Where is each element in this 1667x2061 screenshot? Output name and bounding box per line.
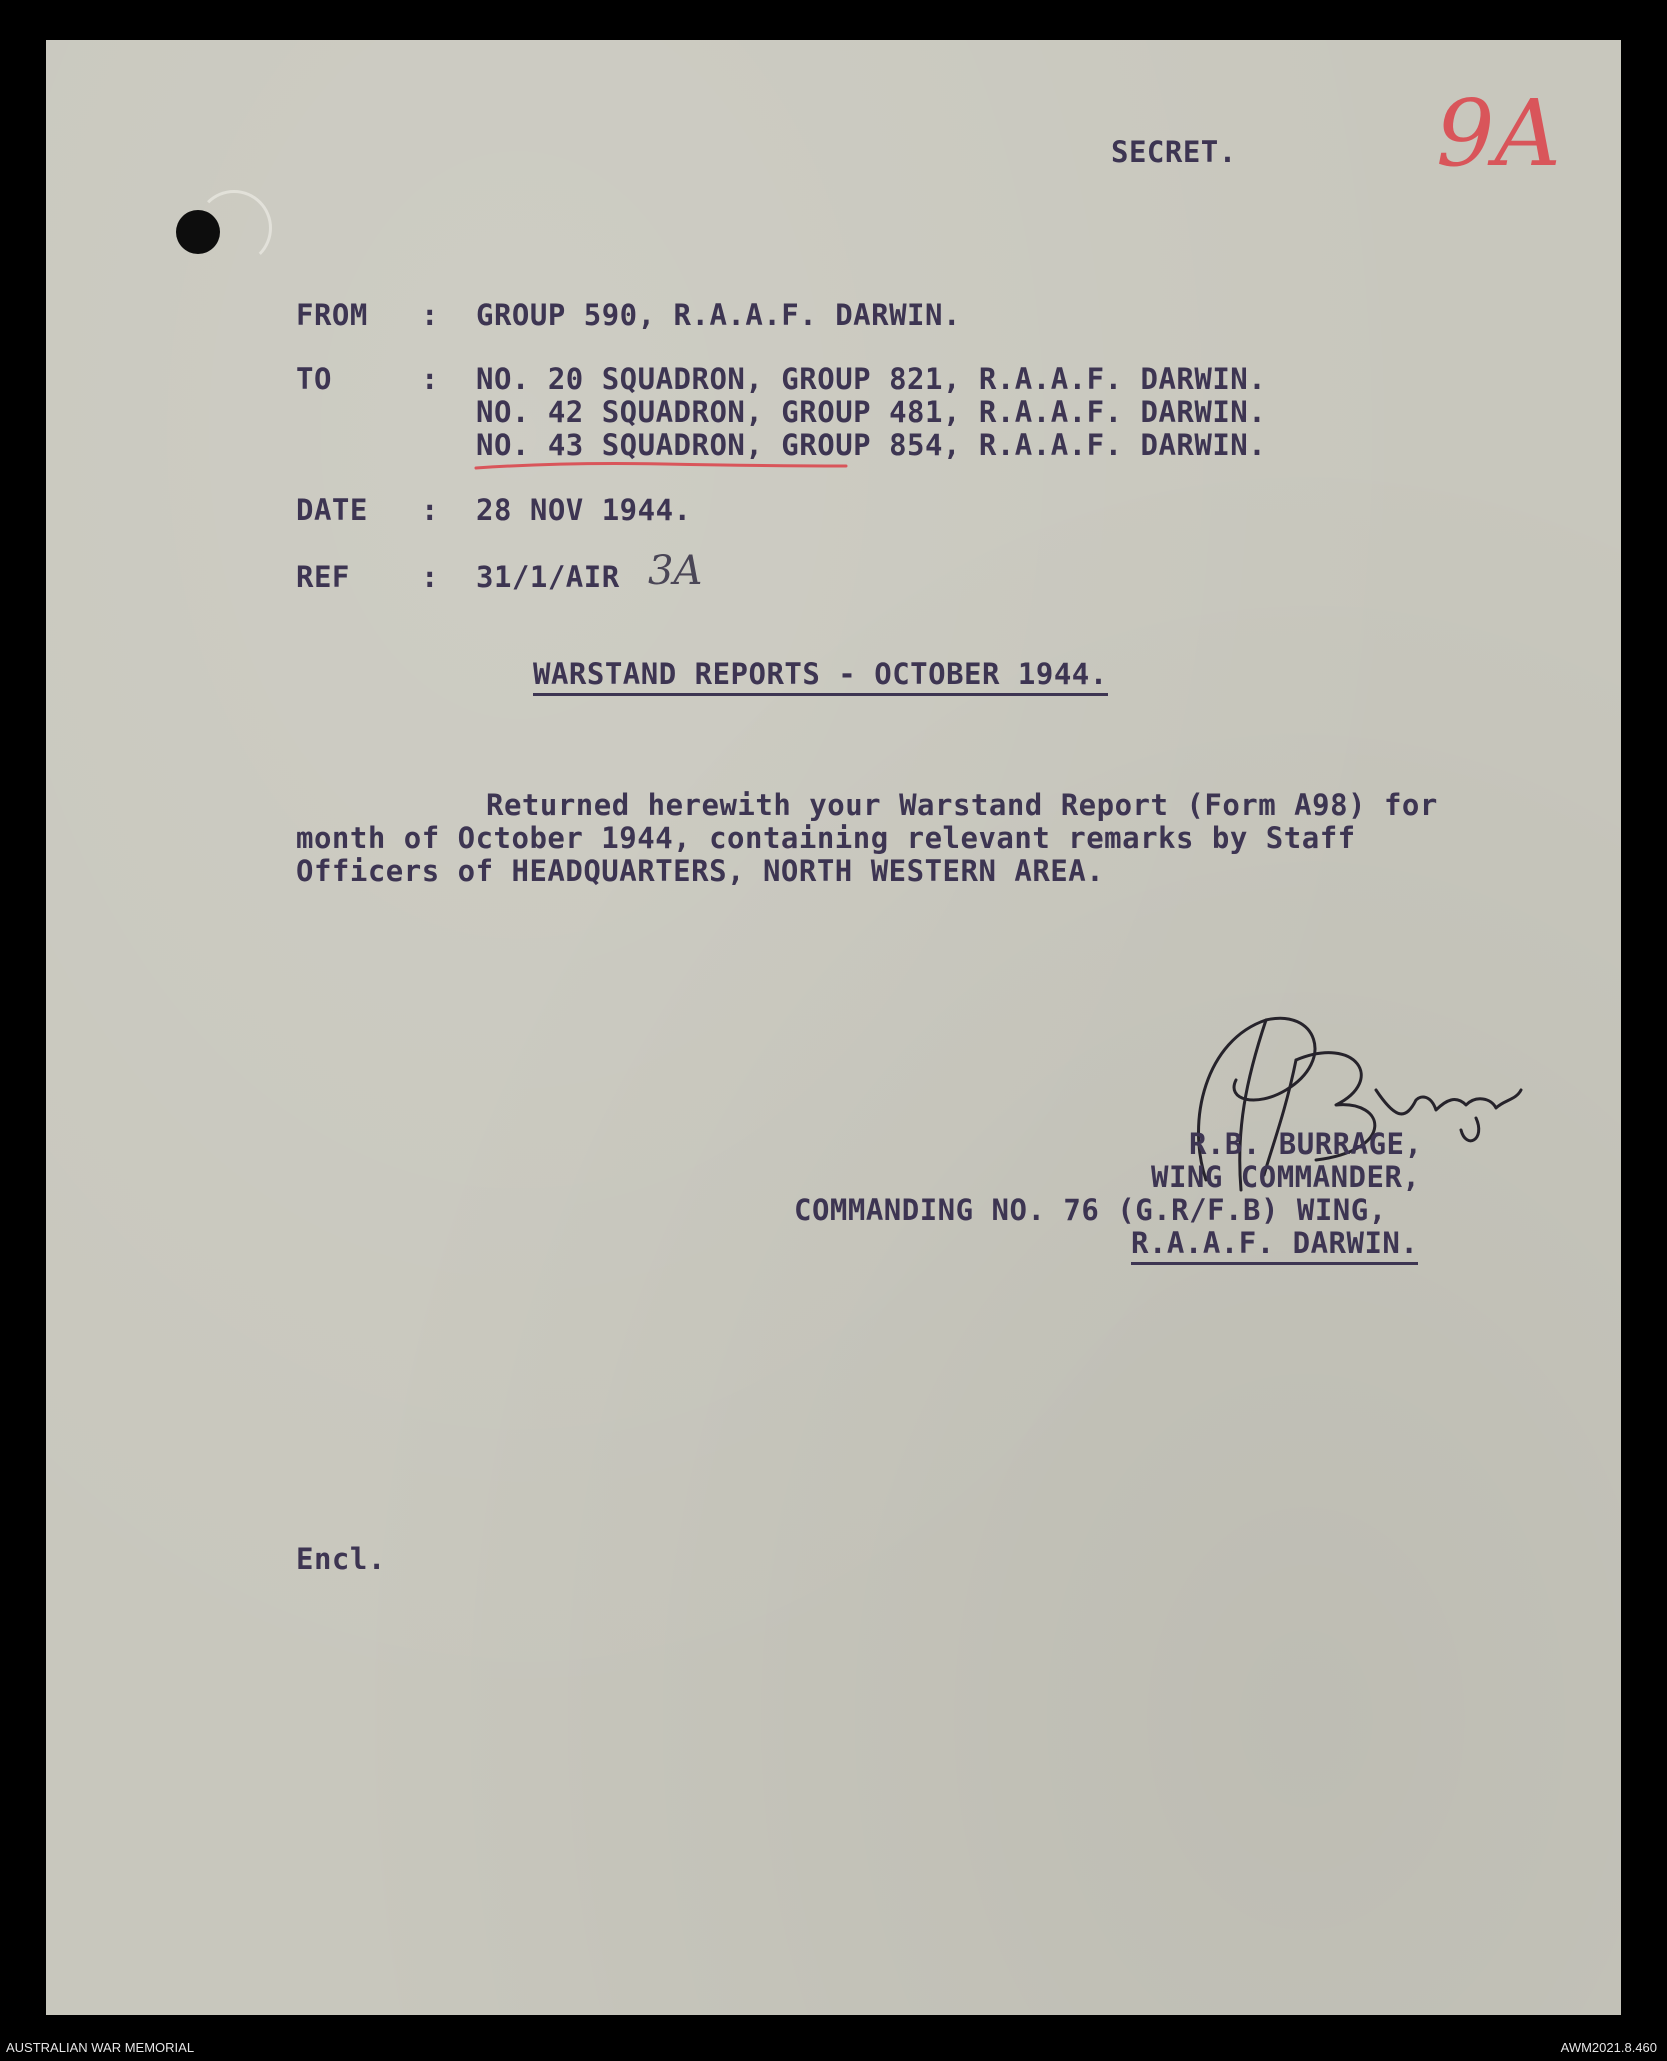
ref-handwritten-annotation: 3A [648, 548, 703, 594]
to-recipient-line: NO. 42 SQUADRON, GROUP 481, R.A.A.F. DARWIN. [476, 395, 1267, 429]
body-line: Officers of HEADQUARTERS, NORTH WESTERN AREA. [296, 854, 1105, 888]
to-separator: : [421, 362, 439, 396]
from-separator: : [421, 298, 439, 332]
enclosure-note: Encl. [296, 1542, 386, 1576]
red-pencil-underline [474, 458, 849, 472]
classification-stamp: SECRET. [1111, 135, 1237, 169]
to-recipient-line: NO. 43 SQUADRON, GROUP 854, R.A.A.F. DARWIN. [476, 428, 1267, 462]
torn-paper-mark [196, 190, 272, 266]
footer-institution: AUSTRALIAN WAR MEMORIAL [6, 2040, 195, 2055]
date-label: DATE [296, 493, 368, 527]
date-value: 28 NOV 1944. [476, 493, 692, 527]
signatory-rank: WING COMMANDER, [1151, 1160, 1421, 1194]
signatory-name: R.B. BURRAGE, [1189, 1127, 1423, 1161]
ref-label: REF [296, 560, 350, 594]
footer-accession-number: AWM2021.8.460 [1560, 2040, 1657, 2055]
from-label: FROM [296, 298, 368, 332]
to-label: TO [296, 362, 332, 396]
ref-separator: : [421, 560, 439, 594]
handwritten-folio-number: 9A [1436, 80, 1561, 187]
from-value: GROUP 590, R.A.A.F. DARWIN. [476, 298, 961, 332]
date-separator: : [421, 493, 439, 527]
signatory-unit: R.A.A.F. DARWIN. [1131, 1226, 1418, 1265]
signatory-command: COMMANDING NO. 76 (G.R/F.B) WING, [794, 1193, 1387, 1227]
ref-value: 31/1/AIR [476, 560, 620, 594]
subject-heading: WARSTAND REPORTS - OCTOBER 1944. [533, 657, 1108, 696]
paper-sheet [46, 40, 1621, 2015]
body-line: month of October 1944, containing relevant remarks by Staff [296, 821, 1356, 855]
to-recipient-line: NO. 20 SQUADRON, GROUP 821, R.A.A.F. DARWIN. [476, 362, 1267, 396]
body-line: Returned herewith your Warstand Report (Form A98) for [486, 788, 1438, 822]
